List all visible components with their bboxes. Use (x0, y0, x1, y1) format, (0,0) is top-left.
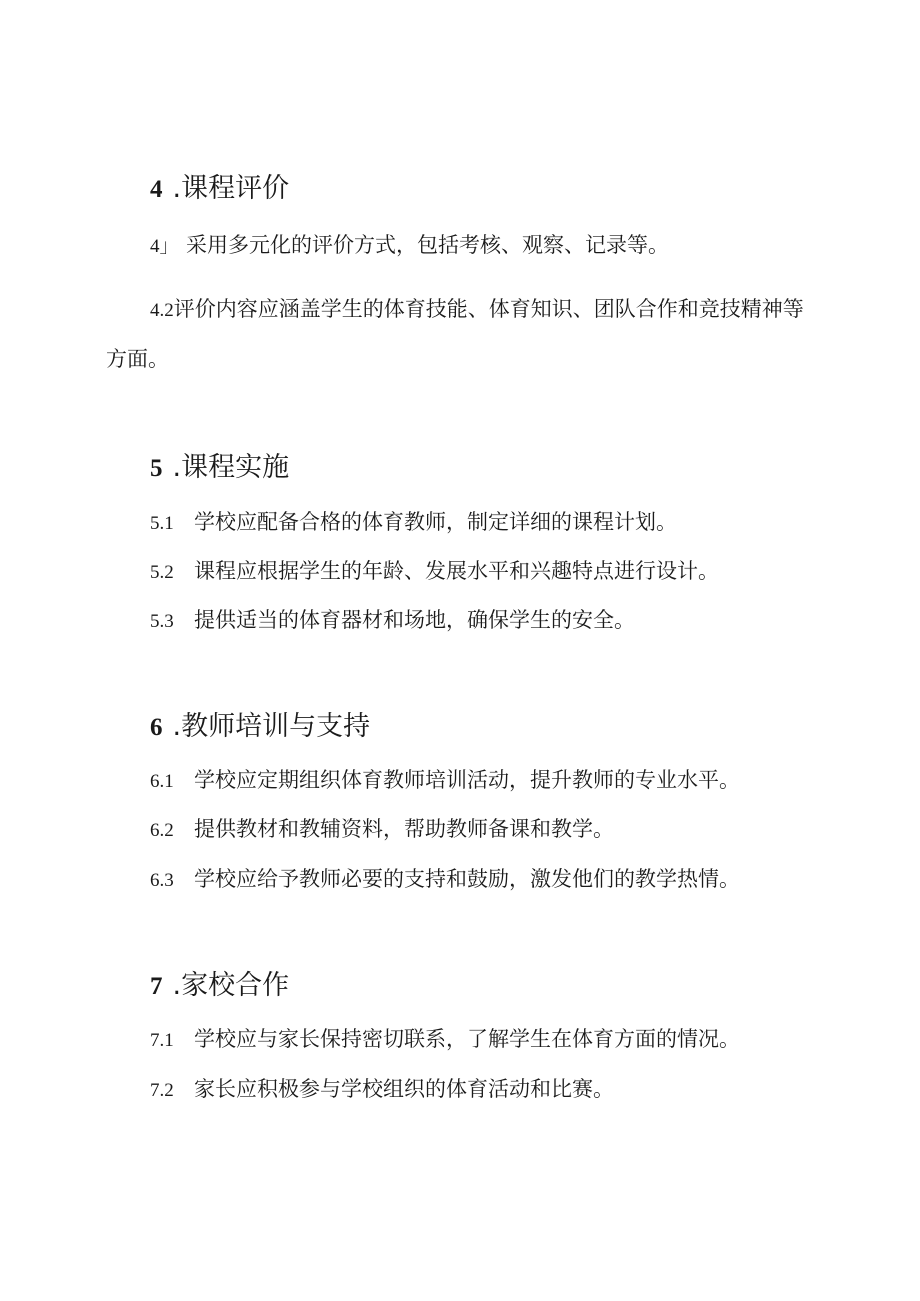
item-text: 学校应配备合格的体育教师，制定详细的课程计划。 (194, 510, 677, 534)
item-number: 5.1 (150, 513, 174, 534)
item-text: 学校应定期组织体育教师培训活动，提升教师的专业水平。 (194, 768, 740, 792)
item-number: 5.2 (150, 562, 174, 583)
section-4-heading (150, 172, 289, 207)
item-7-2 (150, 1074, 820, 1106)
item-4-2 (106, 285, 818, 384)
item-7-1 (150, 1024, 820, 1056)
section-5-heading (150, 451, 289, 486)
section-title: .课程评价 (172, 173, 290, 204)
item-6-3 (150, 864, 820, 896)
section-number: 4 (150, 176, 163, 203)
item-text: 提供教材和教辅资料，帮助教师备课和教学。 (194, 817, 614, 841)
item-6-1 (150, 765, 820, 797)
item-4-1 (150, 230, 820, 262)
item-number: 6.3 (150, 870, 174, 891)
section-number: 5 (150, 455, 163, 482)
item-number: 5.3 (150, 611, 174, 632)
item-number: 6.2 (150, 820, 174, 841)
item-text: 学校应与家长保持密切联系，了解学生在体育方面的情况。 (194, 1027, 740, 1051)
item-text: 课程应根据学生的年龄、发展水平和兴趣特点进行设计。 (194, 559, 719, 583)
section-7-heading (150, 969, 289, 1004)
section-title: .教师培训与支持 (172, 711, 371, 742)
section-title: .课程实施 (172, 452, 290, 483)
item-text: 学校应给予教师必要的支持和鼓励，激发他们的教学热情。 (194, 867, 740, 891)
section-number: 6 (150, 714, 163, 741)
item-text: 评价内容应涵盖学生的体育技能、体育知识、团队合作和竞技精神等方面。 (106, 297, 804, 371)
section-number: 7 (150, 973, 163, 1000)
item-text: 家长应积极参与学校组织的体育活动和比赛。 (194, 1077, 614, 1101)
item-5-1 (150, 507, 820, 539)
item-number: 4」 (150, 236, 179, 257)
item-number: 4.2 (150, 300, 174, 321)
item-5-3 (150, 605, 820, 637)
item-5-2 (150, 556, 820, 588)
item-text: 提供适当的体育器材和场地，确保学生的安全。 (194, 608, 635, 632)
item-number: 6.1 (150, 771, 174, 792)
item-6-2 (150, 814, 820, 846)
item-number: 7.2 (150, 1080, 174, 1101)
item-number: 7.1 (150, 1030, 174, 1051)
section-title: .家校合作 (172, 970, 290, 1001)
section-6-heading (150, 710, 370, 745)
item-text: 采用多元化的评价方式，包括考核、观察、记录等。 (186, 233, 669, 257)
